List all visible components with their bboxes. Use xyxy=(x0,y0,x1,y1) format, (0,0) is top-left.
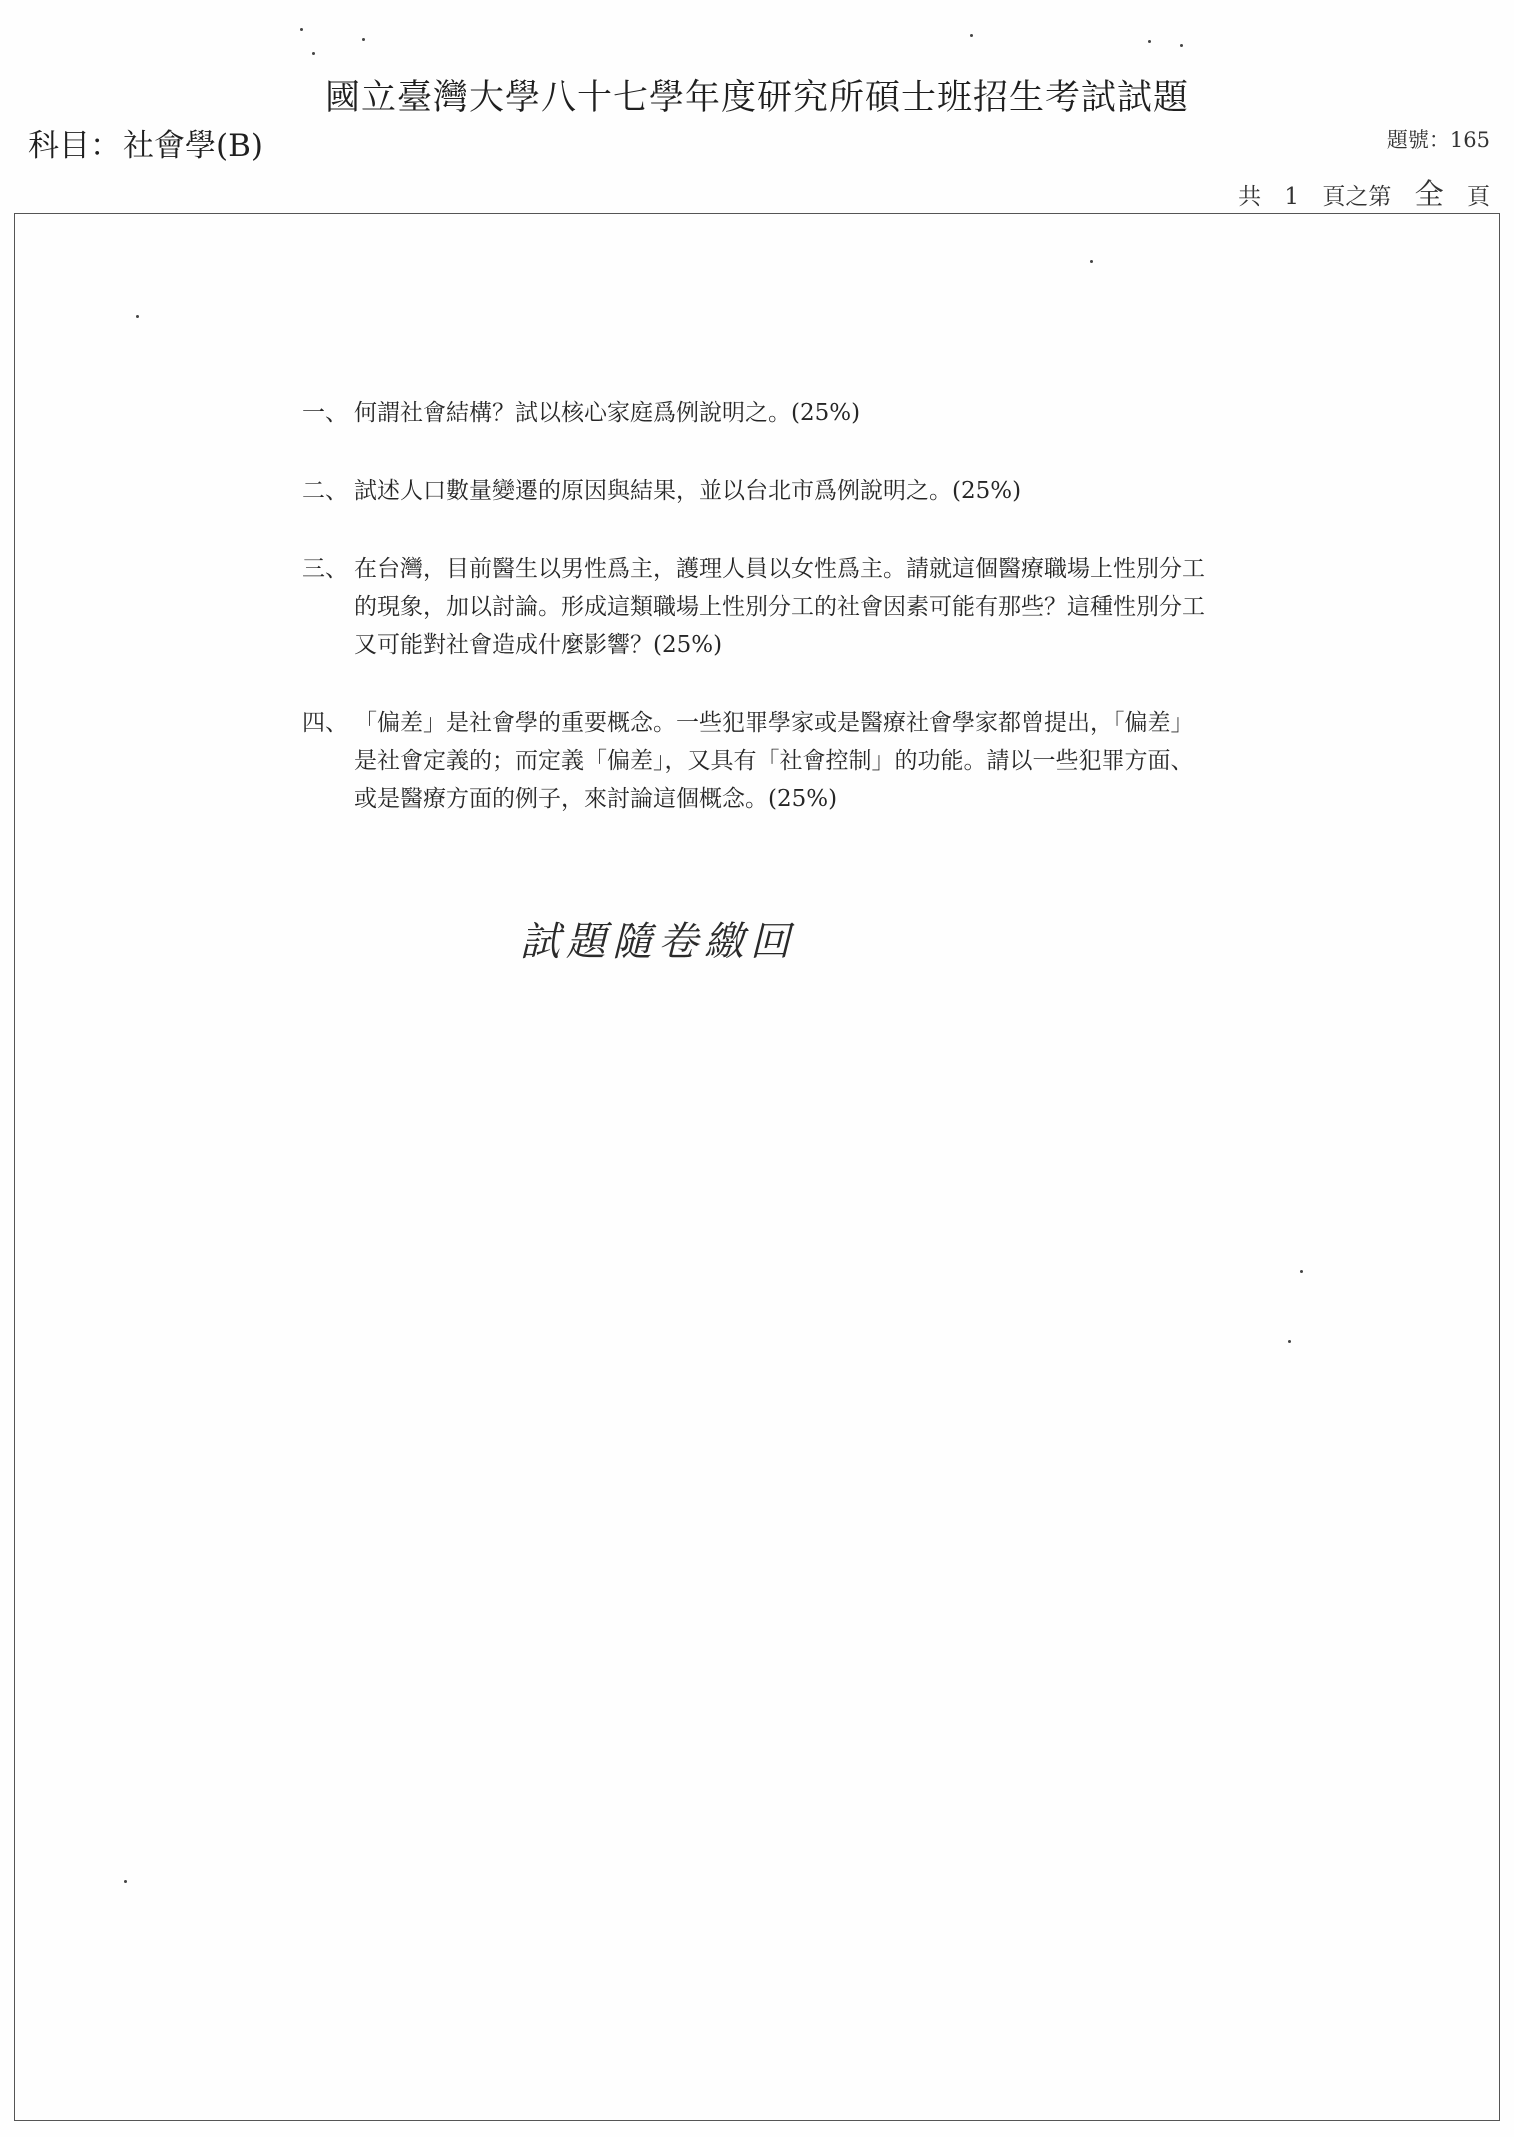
question-text: 「偏差」是社會學的重要概念。一些犯罪學家或是醫療社會學家都曾提出，「偏差」是社會定義的；而定義「偏差」，又具有「社會控制」的功能。請以一些犯罪方面、或是醫療方面的例子，來討論這個概念。(25%) xyxy=(354,710,1194,812)
pages-total-prefix: 共 xyxy=(1238,184,1262,210)
question-number: 題號：165 xyxy=(1386,128,1490,152)
question-item xyxy=(302,704,1212,818)
page-count xyxy=(1228,172,1490,213)
scan-speck xyxy=(1148,40,1151,43)
question-number-label: 二、 xyxy=(302,478,348,504)
subject-label: 科目： xyxy=(28,128,121,164)
subject-line xyxy=(28,120,263,165)
question-item xyxy=(302,550,1212,664)
pages-suffix: 頁 xyxy=(1467,184,1490,210)
scan-speck xyxy=(362,38,365,41)
question-text: 在台灣，目前醫生以男性爲主，護理人員以女性爲主。請就這個醫療職場上性別分工的現象，加以討論。形成這類職場上性別分工的社會因素可能有那些？這種性別分工又可能對社會造成什麼影響？(25%) xyxy=(354,556,1205,658)
scan-speck xyxy=(300,28,303,31)
question-item xyxy=(302,472,1212,510)
return-exam-stamp: 試題隨卷繳回 xyxy=(520,919,796,965)
scan-speck xyxy=(970,34,973,37)
question-number-label: 三、 xyxy=(302,556,348,582)
question-number-label: 四、 xyxy=(302,710,348,736)
pages-middle: 頁之第 xyxy=(1322,184,1392,210)
scan-speck xyxy=(1180,44,1183,47)
question-list xyxy=(302,394,1212,858)
subject-value: 社會學(B) xyxy=(123,128,263,164)
question-text: 試述人口數量變遷的原因與結果，並以台北市爲例說明之。(25%) xyxy=(354,478,1022,504)
pages-total-value: 1 xyxy=(1284,184,1300,210)
question-number-label: 一、 xyxy=(302,400,348,426)
exam-title: 國立臺灣大學八十七學年度研究所碩士班招生考試試題 xyxy=(324,78,1189,118)
question-item xyxy=(302,394,1212,432)
question-text: 何謂社會結構？試以核心家庭爲例說明之。(25%) xyxy=(354,400,861,426)
pages-current-value: 全 xyxy=(1414,177,1444,211)
scan-speck xyxy=(312,52,315,55)
